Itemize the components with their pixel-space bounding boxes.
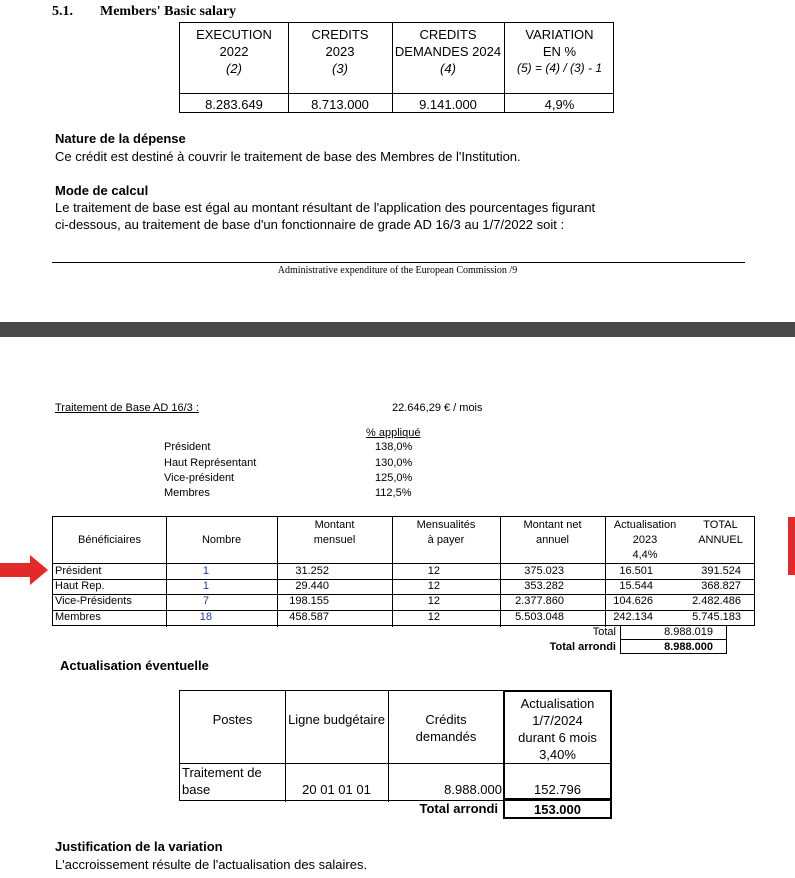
row-net: 353.282 <box>524 580 564 592</box>
row-mensuel: 198.155 <box>289 595 329 607</box>
row-nombre: 18 <box>199 611 212 623</box>
header-credits-2023: CREDITS 2023 (3) <box>311 27 369 76</box>
t3-total-value: 153.000 <box>534 802 581 817</box>
value-credits-2024: 9.141.000 <box>419 97 477 112</box>
row-mensualites: 12 <box>427 595 440 607</box>
t3-row-credits: 8.988.000 <box>444 782 502 797</box>
beneficiaries-table <box>52 516 755 626</box>
t2-header-nombre: Nombre <box>201 534 242 546</box>
percent-label-haut-rep: Haut Représentant <box>164 457 257 469</box>
header-execution: EXECUTION 2022 (2) <box>196 27 272 76</box>
t2-header-net: Montant net annuel <box>523 519 582 546</box>
value-credits-2023: 8.713.000 <box>311 97 369 112</box>
row-total: 2.482.486 <box>692 595 741 607</box>
value-variation: 4,9% <box>544 97 575 112</box>
credits-table <box>179 22 614 113</box>
row-actualisation: 242.134 <box>613 611 653 623</box>
t3-total-label: Total arrondi <box>419 801 498 816</box>
row-mensualites: 12 <box>427 611 440 623</box>
row-actualisation: 104.626 <box>613 595 653 607</box>
value-execution: 8.283.649 <box>205 97 263 112</box>
red-arrow-icon <box>0 555 48 585</box>
nature-text: Ce crédit est destiné à couvrir le traitement de base des Membres de l'Institution. <box>55 149 521 164</box>
row-actualisation: 16.501 <box>619 565 653 577</box>
t2-header-montant: Montant mensuel <box>313 519 356 546</box>
t3-row-ligne: 20 01 01 01 <box>302 782 371 797</box>
t2-header-mensualites: Mensualités à payer <box>416 519 476 546</box>
row-net: 375.023 <box>524 565 564 577</box>
page-separator <box>0 322 795 337</box>
row-net: 5.503.048 <box>515 611 564 623</box>
percent-label-vice: Vice-président <box>164 472 235 484</box>
t3-actualisation-box <box>503 690 612 819</box>
percent-value-president: 138,0% <box>375 441 413 453</box>
row-total: 391.524 <box>701 565 741 577</box>
row-name: Vice-Présidents <box>55 595 132 607</box>
section-title: Members' Basic salary <box>100 4 237 19</box>
row-name: Membres <box>55 611 101 623</box>
footer-rule <box>52 262 745 263</box>
row-mensualites: 12 <box>427 580 440 592</box>
row-mensuel: 458.587 <box>289 611 329 623</box>
t3-header-credits: Crédits demandés <box>415 712 477 744</box>
percent-header: % appliqué <box>366 427 421 439</box>
row-name: Président <box>55 565 102 577</box>
mode-line-1: Le traitement de base est égal au montant résultant de l'application des pourcentages figurant <box>55 200 596 215</box>
t2-header-total: TOTAL ANNUEL <box>698 519 743 546</box>
row-mensualites: 12 <box>427 565 440 577</box>
row-total: 368.827 <box>701 580 741 592</box>
row-total: 5.745.183 <box>692 611 741 623</box>
t2-arrondi-label: Total arrondi <box>549 641 616 653</box>
red-marker <box>788 517 795 575</box>
row-nombre: 1 <box>202 565 209 577</box>
percent-label-president: Président <box>164 441 211 453</box>
justification-heading: Justification de la variation <box>55 839 223 854</box>
header-credits-2024: CREDITS DEMANDES 2024 (4) <box>394 27 502 76</box>
t3-header-ligne: Ligne budgétaire <box>288 712 385 727</box>
percent-value-membres: 112,5% <box>375 487 412 499</box>
row-nombre: 1 <box>202 580 209 592</box>
t2-header-actualisation: Actualisation 2023 4,4% <box>613 519 677 561</box>
percent-label-membres: Membres <box>164 487 210 499</box>
t3-row-poste: Traitement de base <box>182 765 262 797</box>
justification-text: L'accroissement résulte de l'actualisation des salaires. <box>55 857 368 872</box>
t2-arrondi-value: 8.988.000 <box>664 641 713 653</box>
base-label: Traitement de Base AD 16/3 : <box>55 402 199 414</box>
t2-total-label: Total <box>592 626 616 638</box>
row-nombre: 7 <box>202 595 209 607</box>
mode-line-2: ci-dessous, au traitement de base d'un fonctionnaire de grade AD 16/3 au 1/7/2022 soit : <box>55 217 565 232</box>
t2-total-value: 8.988.019 <box>664 626 713 638</box>
percent-value-haut-rep: 130,0% <box>375 457 413 469</box>
base-value: 22.646,29 € / mois <box>392 402 483 414</box>
row-net: 2.377.860 <box>515 595 564 607</box>
percent-value-vice: 125,0% <box>375 472 413 484</box>
row-actualisation: 15.544 <box>619 580 653 592</box>
t2-header-beneficiaires: Bénéficiaires <box>78 534 141 546</box>
page-footer: Administrative expenditure of the European Commission /9 <box>277 265 518 276</box>
t3-header-postes: Postes <box>212 712 253 727</box>
t2-total-box <box>620 625 727 654</box>
row-mensuel: 31.252 <box>295 565 329 577</box>
header-variation: VARIATION EN % (5) = (4) / (3) - 1 <box>516 27 602 75</box>
t3-row-actualisation: 152.796 <box>534 782 581 797</box>
t3-header-actualisation: Actualisation 1/7/2024 durant 6 mois 3,40% <box>518 696 597 762</box>
row-mensuel: 29.440 <box>295 580 329 592</box>
actualisation-heading: Actualisation éventuelle <box>60 658 209 673</box>
row-name: Haut Rep. <box>55 580 105 592</box>
section-number: 5.1. <box>52 4 73 19</box>
nature-heading: Nature de la dépense <box>55 131 186 146</box>
mode-heading: Mode de calcul <box>55 183 149 198</box>
